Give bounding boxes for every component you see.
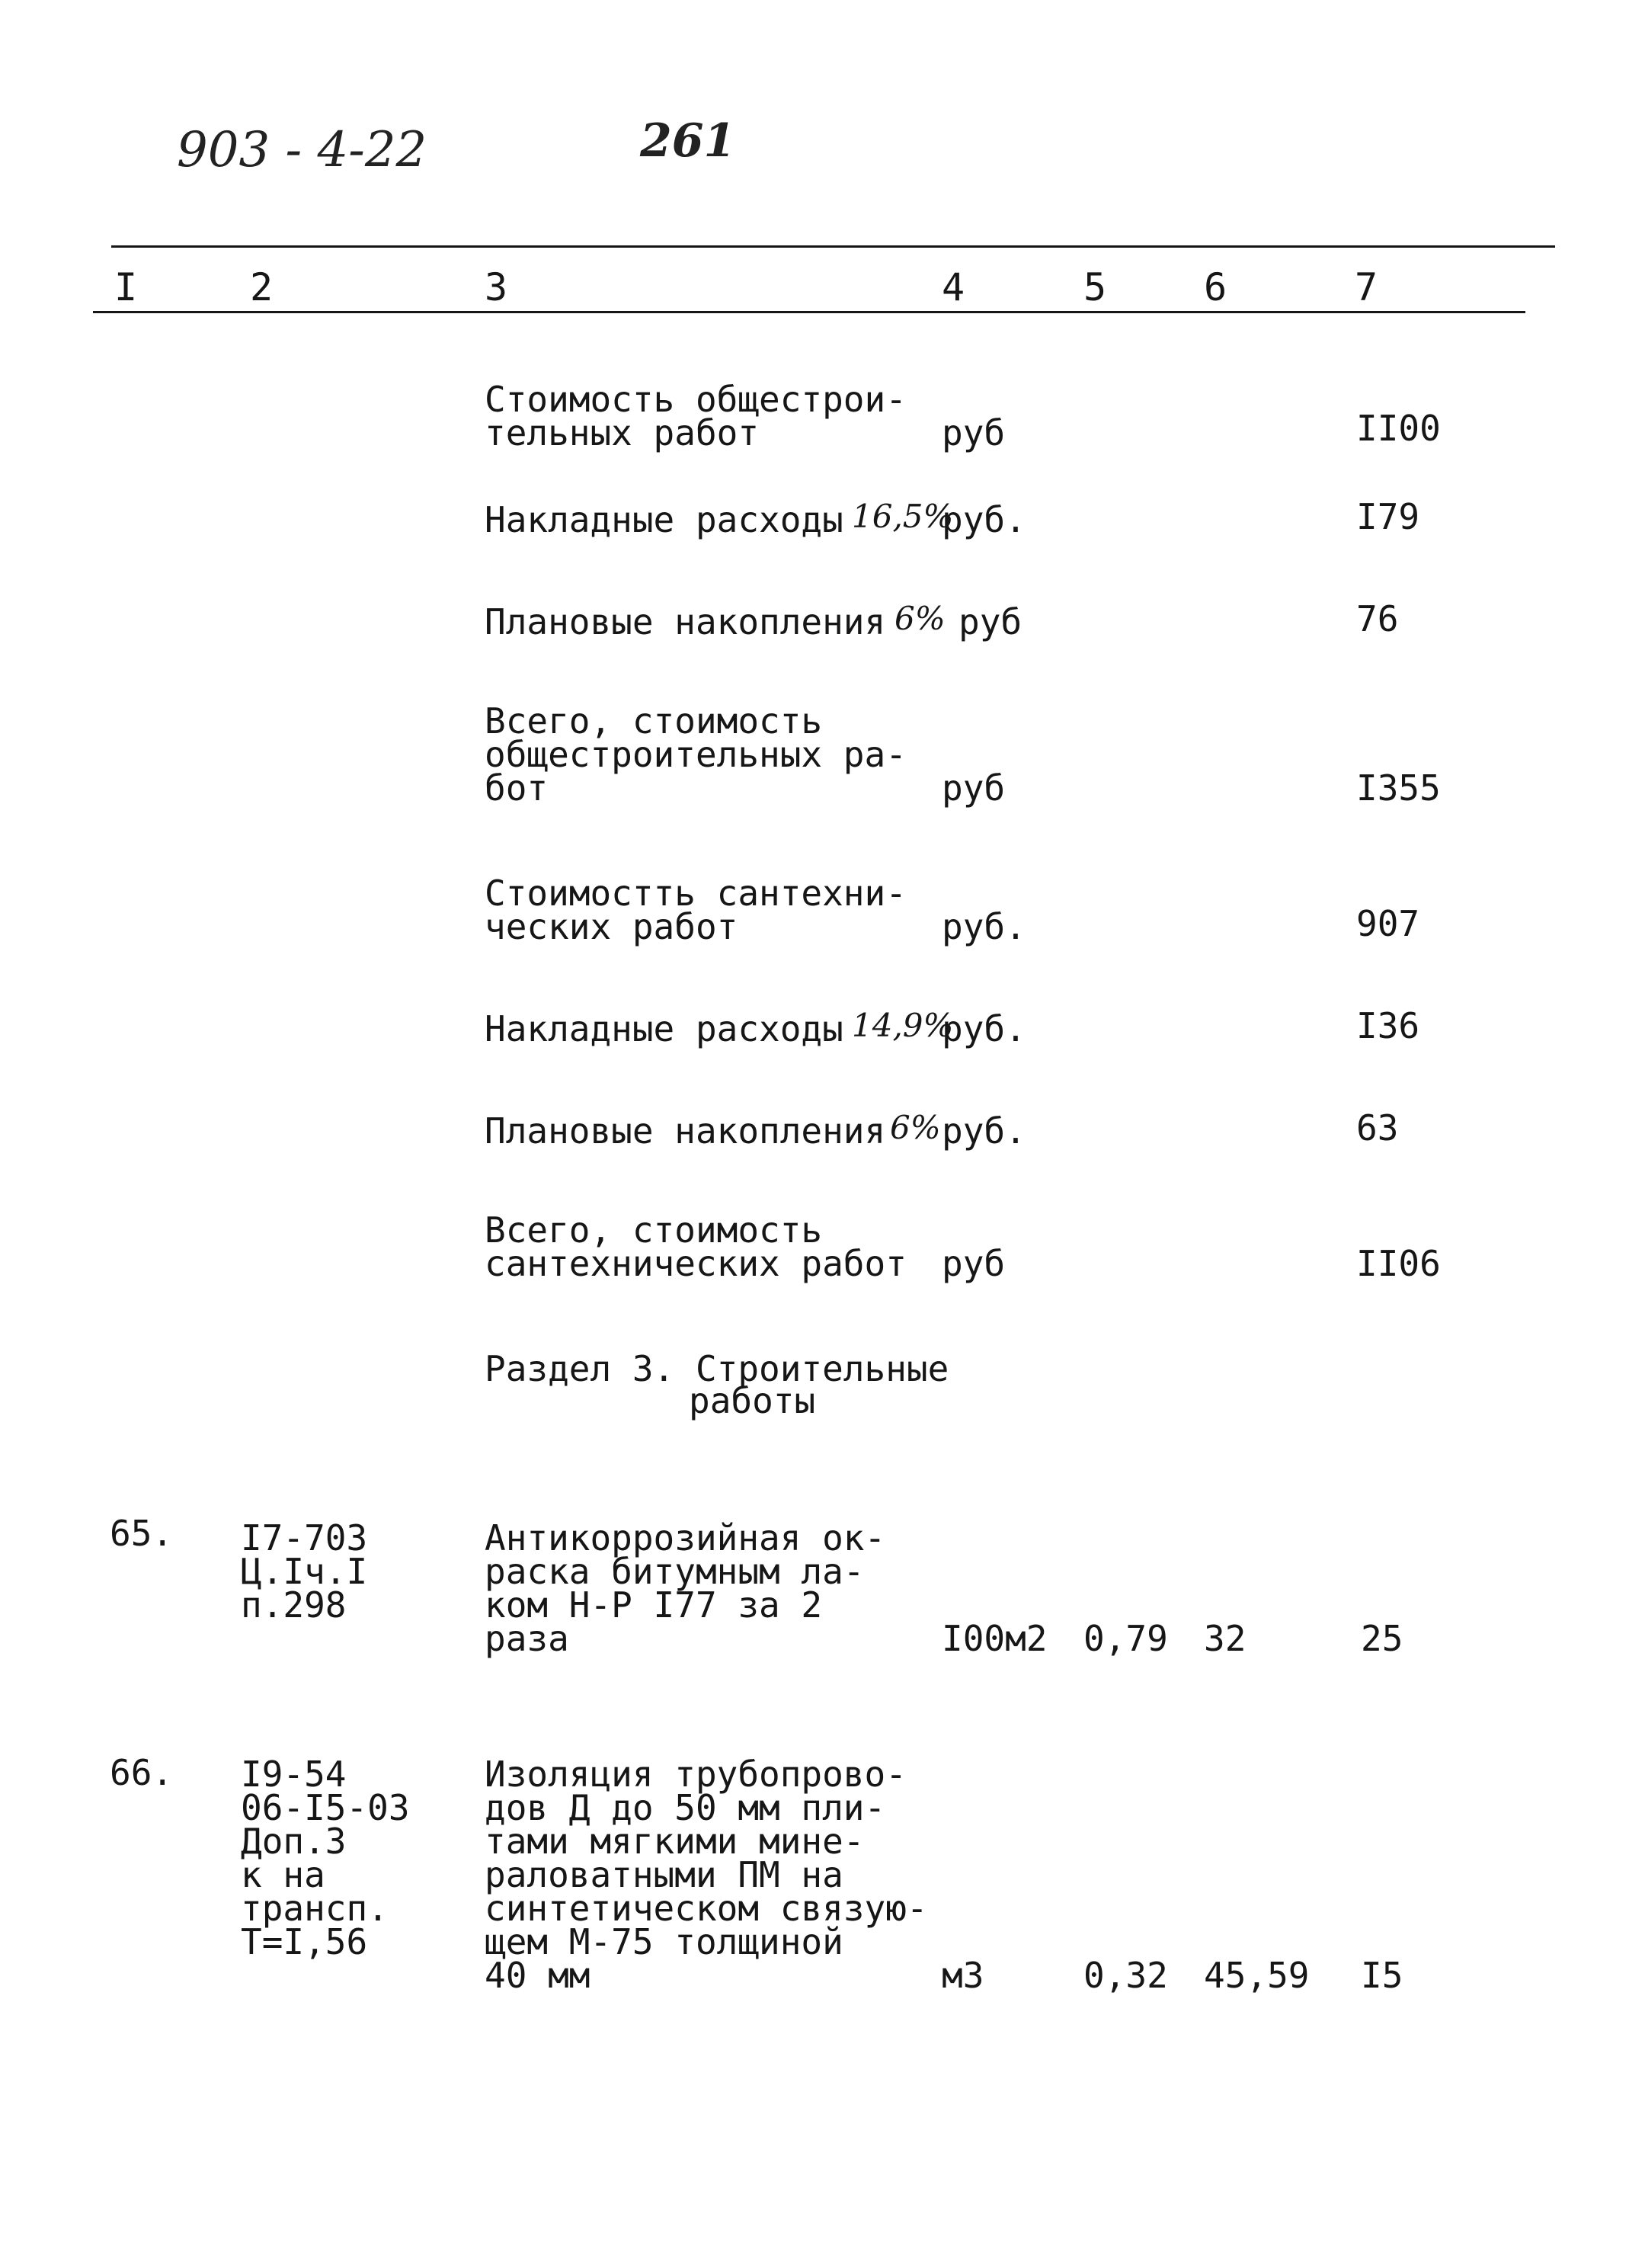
row-unit: руб (942, 1243, 1006, 1284)
row-name-line: Всего, стоимость (485, 1209, 823, 1251)
row-name-line: тельных работ (485, 412, 760, 453)
row-name-line: Стоимостть сантехни- (485, 873, 907, 914)
row-name-line: Накладные расходы (485, 1008, 843, 1049)
item-name-line: раловатными ПМ на (485, 1854, 843, 1895)
row-unit: руб. (942, 499, 1026, 540)
header-rule (93, 311, 1525, 313)
row-total: I36 (1356, 1005, 1420, 1046)
item-number: 66. (110, 1752, 174, 1793)
column-number-4: 4 (942, 265, 965, 309)
row-name-line: сантехнических работ (485, 1243, 907, 1284)
top-rule (111, 245, 1555, 248)
item-price: 45,59 (1204, 1955, 1310, 1996)
row-unit: руб. (942, 906, 1026, 947)
column-number-1: I (114, 265, 138, 309)
column-number-6: 6 (1204, 265, 1227, 309)
row-rate: 16,5% (852, 498, 954, 535)
column-number-2: 2 (250, 265, 274, 309)
item-code-line: п.298 (241, 1584, 347, 1626)
row-total: I79 (1356, 496, 1420, 537)
row-total: II00 (1356, 408, 1441, 449)
row-name-line: общестроительных ра- (485, 734, 907, 775)
item-code-line: I7-703 (241, 1517, 368, 1558)
item-name-line: щем М-75 толщиной (485, 1921, 843, 1962)
item-unit: м3 (942, 1955, 984, 1996)
row-unit: руб (942, 767, 1006, 809)
row-total: 63 (1356, 1107, 1399, 1148)
row-unit: руб. (942, 1008, 1026, 1049)
row-name-line: бот (485, 767, 549, 809)
page-number: 261 (640, 114, 736, 168)
section-heading-line: Раздел 3. Строительные (485, 1348, 949, 1389)
item-code-line: Ц.Iч.I (241, 1551, 368, 1592)
item-code-line: Доп.3 (241, 1821, 347, 1862)
row-name-line: ческих работ (485, 906, 738, 947)
row-total: I355 (1356, 767, 1441, 809)
item-unit: I00м2 (942, 1618, 1048, 1659)
item-name-line: тами мягкими мине- (485, 1821, 865, 1862)
row-name-line: Стоимость общестрои- (485, 379, 907, 420)
item-name-line: ком Н-Р I77 за 2 (485, 1584, 823, 1626)
row-unit: руб (959, 601, 1023, 642)
row-name-line: Плановые накопления (485, 601, 886, 642)
row-total: 907 (1356, 903, 1420, 944)
item-price: 32 (1204, 1618, 1247, 1659)
row-name-line: Всего, стоимость (485, 700, 823, 742)
item-name-line: синтетическом связую- (485, 1888, 928, 1929)
row-rate: 6% (895, 600, 946, 637)
column-number-3: 3 (485, 265, 508, 309)
item-name-line: дов Д до 50 мм пли- (485, 1787, 886, 1828)
item-code-line: к на (241, 1854, 325, 1895)
row-rate: 14,9% (852, 1007, 954, 1044)
column-number-5: 5 (1083, 265, 1107, 309)
row-total: 76 (1356, 598, 1399, 639)
item-quantity: 0,79 (1083, 1618, 1168, 1659)
item-number: 65. (110, 1513, 174, 1554)
item-total: 25 (1361, 1618, 1403, 1659)
item-quantity: 0,32 (1083, 1955, 1168, 1996)
item-name-line: раска битумным ла- (485, 1551, 865, 1592)
row-unit: руб. (942, 1110, 1026, 1152)
row-total: II06 (1356, 1243, 1441, 1284)
item-total: I5 (1361, 1955, 1403, 1996)
row-rate: 6% (890, 1109, 941, 1146)
item-name-line: 40 мм (485, 1955, 590, 1996)
item-name-line: раза (485, 1618, 569, 1659)
row-unit: руб (942, 412, 1006, 453)
item-name-line: Антикоррозийная ок- (485, 1517, 886, 1558)
item-code-line: I9-54 (241, 1754, 347, 1795)
item-code-line: Т=I,56 (241, 1921, 368, 1962)
item-name-line: Изоляция трубопрово- (485, 1754, 907, 1795)
section-heading-line: работы (689, 1380, 816, 1421)
row-name-line: Плановые накопления (485, 1110, 886, 1152)
item-code-line: 06-I5-03 (241, 1787, 410, 1828)
column-number-7: 7 (1355, 265, 1378, 309)
item-code-line: трансп. (241, 1888, 389, 1929)
document-code: 903 - 4-22 (177, 122, 427, 178)
row-name-line: Накладные расходы (485, 499, 843, 540)
